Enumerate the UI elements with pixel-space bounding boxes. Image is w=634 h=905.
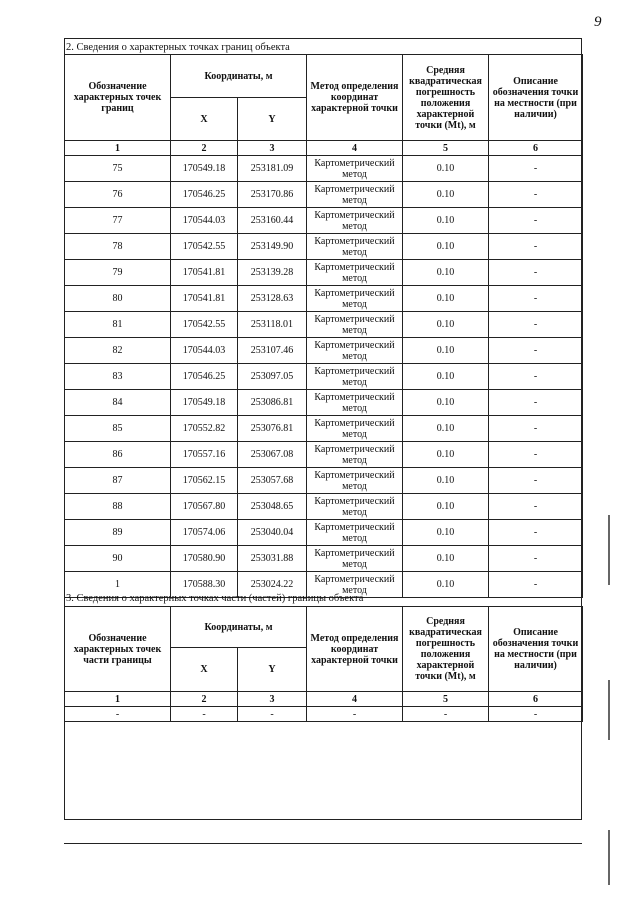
cell-method: Картометрический метод bbox=[307, 572, 403, 598]
cell-point: 87 bbox=[65, 468, 171, 494]
cell-method: Картометрический метод bbox=[307, 546, 403, 572]
cell-description: - bbox=[489, 390, 583, 416]
cell-x: 170544.03 bbox=[171, 208, 238, 234]
cell-point: 77 bbox=[65, 208, 171, 234]
cell-x: 170574.06 bbox=[171, 520, 238, 546]
cell-accuracy: 0.10 bbox=[403, 364, 489, 390]
boundary-part-points-table bbox=[64, 606, 583, 722]
cell-point: 83 bbox=[65, 364, 171, 390]
cell-description: - bbox=[489, 416, 583, 442]
cell-method: Картометрический метод bbox=[307, 468, 403, 494]
table-row bbox=[65, 364, 583, 390]
cell-description: - bbox=[489, 364, 583, 390]
table-row bbox=[65, 208, 583, 234]
cell-y: 253128.63 bbox=[238, 286, 307, 312]
cell-x: 170541.81 bbox=[171, 260, 238, 286]
cell-method: Картометрический метод bbox=[307, 364, 403, 390]
col-number: 1 bbox=[65, 692, 171, 707]
cell-description: - bbox=[489, 546, 583, 572]
header-y: Y bbox=[238, 98, 307, 141]
cell-y: 253048.65 bbox=[238, 494, 307, 520]
header-x: X bbox=[171, 648, 238, 692]
cell-accuracy: 0.10 bbox=[403, 338, 489, 364]
cell-description: - bbox=[489, 494, 583, 520]
cell-description: - bbox=[489, 338, 583, 364]
col-number: 3 bbox=[238, 692, 307, 707]
cell-method: Картометрический метод bbox=[307, 520, 403, 546]
cell-y: 253086.81 bbox=[238, 390, 307, 416]
col-number: 4 bbox=[307, 141, 403, 156]
table-row bbox=[65, 338, 583, 364]
cell-method: Картометрический метод bbox=[307, 312, 403, 338]
cell-description: - bbox=[489, 312, 583, 338]
cell-description: - bbox=[489, 286, 583, 312]
cell-y: 253181.09 bbox=[238, 156, 307, 182]
table-row bbox=[65, 442, 583, 468]
header-accuracy: Средняя квадратическая погрешность положения характерной точки (Mt), м bbox=[403, 55, 489, 141]
cell-accuracy: 0.10 bbox=[403, 390, 489, 416]
col-number: 4 bbox=[307, 692, 403, 707]
cell-point: 79 bbox=[65, 260, 171, 286]
cell-point: 88 bbox=[65, 494, 171, 520]
cell-method: Картометрический метод bbox=[307, 338, 403, 364]
col-number: 6 bbox=[489, 692, 583, 707]
cell-point: 82 bbox=[65, 338, 171, 364]
cell-description: - bbox=[489, 260, 583, 286]
cell-x: 170588.30 bbox=[171, 572, 238, 598]
cell-accuracy: 0.10 bbox=[403, 312, 489, 338]
cell-y: 253057.68 bbox=[238, 468, 307, 494]
col-number: 6 bbox=[489, 141, 583, 156]
cell-accuracy: 0.10 bbox=[403, 494, 489, 520]
cell-accuracy: 0.10 bbox=[403, 182, 489, 208]
cell-description: - bbox=[489, 468, 583, 494]
col-number: 1 bbox=[65, 141, 171, 156]
cell-description: - bbox=[489, 156, 583, 182]
cell-method: Картометрический метод bbox=[307, 390, 403, 416]
cell-x: 170546.25 bbox=[171, 182, 238, 208]
cell-accuracy: 0.10 bbox=[403, 468, 489, 494]
cell-y: 253040.04 bbox=[238, 520, 307, 546]
cell-method: Картометрический метод bbox=[307, 494, 403, 520]
table-row bbox=[65, 312, 583, 338]
cell-accuracy: 0.10 bbox=[403, 442, 489, 468]
col-number: 5 bbox=[403, 692, 489, 707]
cell-x: 170542.55 bbox=[171, 312, 238, 338]
cell-accuracy: 0.10 bbox=[403, 546, 489, 572]
table-row bbox=[65, 390, 583, 416]
boundary-points-table bbox=[64, 54, 583, 598]
table-row bbox=[65, 234, 583, 260]
header-y: Y bbox=[238, 648, 307, 692]
header-description: Описание обозначения точки на местности (при наличии) bbox=[489, 55, 583, 141]
column-numbers-row bbox=[65, 141, 583, 156]
cell-method: Картометрический метод bbox=[307, 208, 403, 234]
cell-point: 1 bbox=[65, 572, 171, 598]
cell-description: - bbox=[489, 707, 583, 722]
cell-accuracy: 0.10 bbox=[403, 520, 489, 546]
header-method: Метод определения координат характерной точки bbox=[307, 55, 403, 141]
cell-x: 170552.82 bbox=[171, 416, 238, 442]
cell-accuracy: - bbox=[403, 707, 489, 722]
header-method: Метод определения координат характерной точки bbox=[307, 607, 403, 692]
cell-accuracy: 0.10 bbox=[403, 208, 489, 234]
col-number: 2 bbox=[171, 692, 238, 707]
table-row bbox=[65, 707, 583, 722]
col-number: 5 bbox=[403, 141, 489, 156]
col-number: 2 bbox=[171, 141, 238, 156]
cell-y: 253149.90 bbox=[238, 234, 307, 260]
cell-accuracy: 0.10 bbox=[403, 416, 489, 442]
header-description: Описание обозначения точки на местности (при наличии) bbox=[489, 607, 583, 692]
cell-y: 253076.81 bbox=[238, 416, 307, 442]
header-designation: Обозначение характерных точек части границы bbox=[65, 607, 171, 692]
cell-point: 81 bbox=[65, 312, 171, 338]
cell-accuracy: 0.10 bbox=[403, 260, 489, 286]
cell-designation: - bbox=[65, 707, 171, 722]
cell-point: 80 bbox=[65, 286, 171, 312]
cell-method: Картометрический метод bbox=[307, 234, 403, 260]
header-coords: Координаты, м bbox=[171, 55, 307, 98]
cell-point: 85 bbox=[65, 416, 171, 442]
cell-description: - bbox=[489, 182, 583, 208]
cell-accuracy: 0.10 bbox=[403, 286, 489, 312]
table-row bbox=[65, 416, 583, 442]
page-number-mark: 9 bbox=[594, 14, 602, 30]
table-row bbox=[65, 182, 583, 208]
table-row bbox=[65, 468, 583, 494]
cell-method: Картометрический метод bbox=[307, 156, 403, 182]
cell-x: - bbox=[171, 707, 238, 722]
cell-description: - bbox=[489, 520, 583, 546]
cell-point: 89 bbox=[65, 520, 171, 546]
table-row bbox=[65, 286, 583, 312]
table-row bbox=[65, 494, 583, 520]
cell-point: 78 bbox=[65, 234, 171, 260]
cell-x: 170549.18 bbox=[171, 156, 238, 182]
cell-x: 170541.81 bbox=[171, 286, 238, 312]
cell-point: 76 bbox=[65, 182, 171, 208]
cell-point: 84 bbox=[65, 390, 171, 416]
cell-x: 170562.15 bbox=[171, 468, 238, 494]
cell-description: - bbox=[489, 208, 583, 234]
cell-accuracy: 0.10 bbox=[403, 156, 489, 182]
cell-y: 253170.86 bbox=[238, 182, 307, 208]
cell-method: - bbox=[307, 707, 403, 722]
cell-y: 253031.88 bbox=[238, 546, 307, 572]
cell-point: 90 bbox=[65, 546, 171, 572]
table-row bbox=[65, 520, 583, 546]
cell-accuracy: 0.10 bbox=[403, 572, 489, 598]
cell-point: 75 bbox=[65, 156, 171, 182]
header-coords: Координаты, м bbox=[171, 607, 307, 648]
cell-x: 170549.18 bbox=[171, 390, 238, 416]
cell-method: Картометрический метод bbox=[307, 182, 403, 208]
cell-x: 170567.80 bbox=[171, 494, 238, 520]
cell-point: 86 bbox=[65, 442, 171, 468]
cell-method: Картометрический метод bbox=[307, 442, 403, 468]
cell-method: Картометрический метод bbox=[307, 416, 403, 442]
table-row bbox=[65, 260, 583, 286]
cell-y: 253139.28 bbox=[238, 260, 307, 286]
header-x: X bbox=[171, 98, 238, 141]
cell-description: - bbox=[489, 572, 583, 598]
cell-y: 253118.01 bbox=[238, 312, 307, 338]
cell-description: - bbox=[489, 234, 583, 260]
cell-method: Картометрический метод bbox=[307, 286, 403, 312]
cell-x: 170542.55 bbox=[171, 234, 238, 260]
section-2-title: 2. Сведения о характерных точках границ объекта bbox=[66, 42, 290, 53]
header-designation: Обозначение характерных точек границ bbox=[65, 55, 171, 141]
scan-edge-mark bbox=[608, 680, 610, 740]
cell-x: 170580.90 bbox=[171, 546, 238, 572]
cell-x: 170557.16 bbox=[171, 442, 238, 468]
cell-accuracy: 0.10 bbox=[403, 234, 489, 260]
section-3-title: 3. Сведения о характерных точках части (частей) границы объекта bbox=[66, 593, 364, 604]
col-number: 3 bbox=[238, 141, 307, 156]
table-row bbox=[65, 156, 583, 182]
cell-y: 253097.05 bbox=[238, 364, 307, 390]
bottom-rule bbox=[64, 843, 582, 844]
scan-edge-mark bbox=[608, 830, 610, 885]
cell-y: - bbox=[238, 707, 307, 722]
cell-x: 170544.03 bbox=[171, 338, 238, 364]
column-numbers-row bbox=[65, 692, 583, 707]
cell-y: 253160.44 bbox=[238, 208, 307, 234]
table-row bbox=[65, 546, 583, 572]
cell-y: 253107.46 bbox=[238, 338, 307, 364]
cell-y: 253024.22 bbox=[238, 572, 307, 598]
header-accuracy: Средняя квадратическая погрешность положения характерной точки (Mt), м bbox=[403, 607, 489, 692]
cell-x: 170546.25 bbox=[171, 364, 238, 390]
cell-description: - bbox=[489, 442, 583, 468]
cell-method: Картометрический метод bbox=[307, 260, 403, 286]
scan-edge-mark bbox=[608, 515, 610, 585]
cell-y: 253067.08 bbox=[238, 442, 307, 468]
